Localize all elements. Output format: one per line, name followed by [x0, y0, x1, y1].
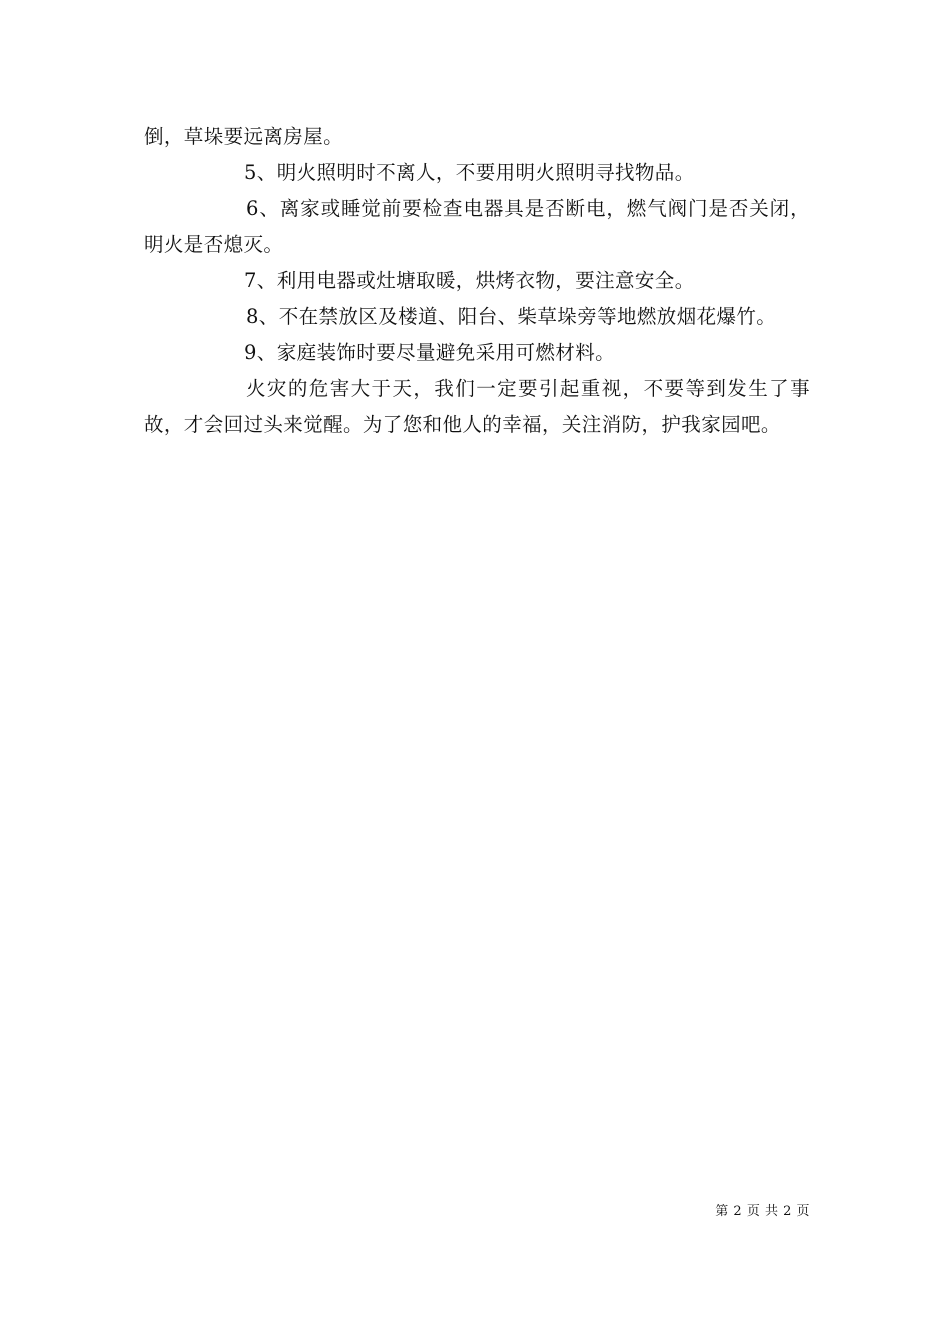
paragraph-item-7: 7、利用电器或灶塘取暖，烘烤衣物，要注意安全。	[244, 269, 695, 292]
paragraph-item-6: 6、离家或睡觉前要检查电器具是否断电，燃气阀门是否关闭，明火是否熄灭。	[144, 197, 810, 256]
document-body	[144, 119, 810, 443]
paragraph-continuation: 倒，草垛要远离房屋。	[144, 125, 344, 148]
paragraph-conclusion: 火灾的危害大于天，我们一定要引起重视，不要等到发生了事故，才会回过头来觉醒。为了您和他人的幸福，关注消防，护我家园吧。	[144, 377, 810, 436]
paragraph-item-8: 8、不在禁放区及楼道、阳台、柴草垛旁等地燃放烟花爆竹。	[246, 305, 777, 328]
paragraph-item-9: 9、家庭装饰时要尽量避免采用可燃材料。	[244, 341, 616, 364]
paragraph-item-5: 5、明火照明时不离人，不要用明火照明寻找物品。	[244, 161, 695, 184]
page-number-footer: 第 2 页 共 2 页	[715, 1204, 810, 1219]
